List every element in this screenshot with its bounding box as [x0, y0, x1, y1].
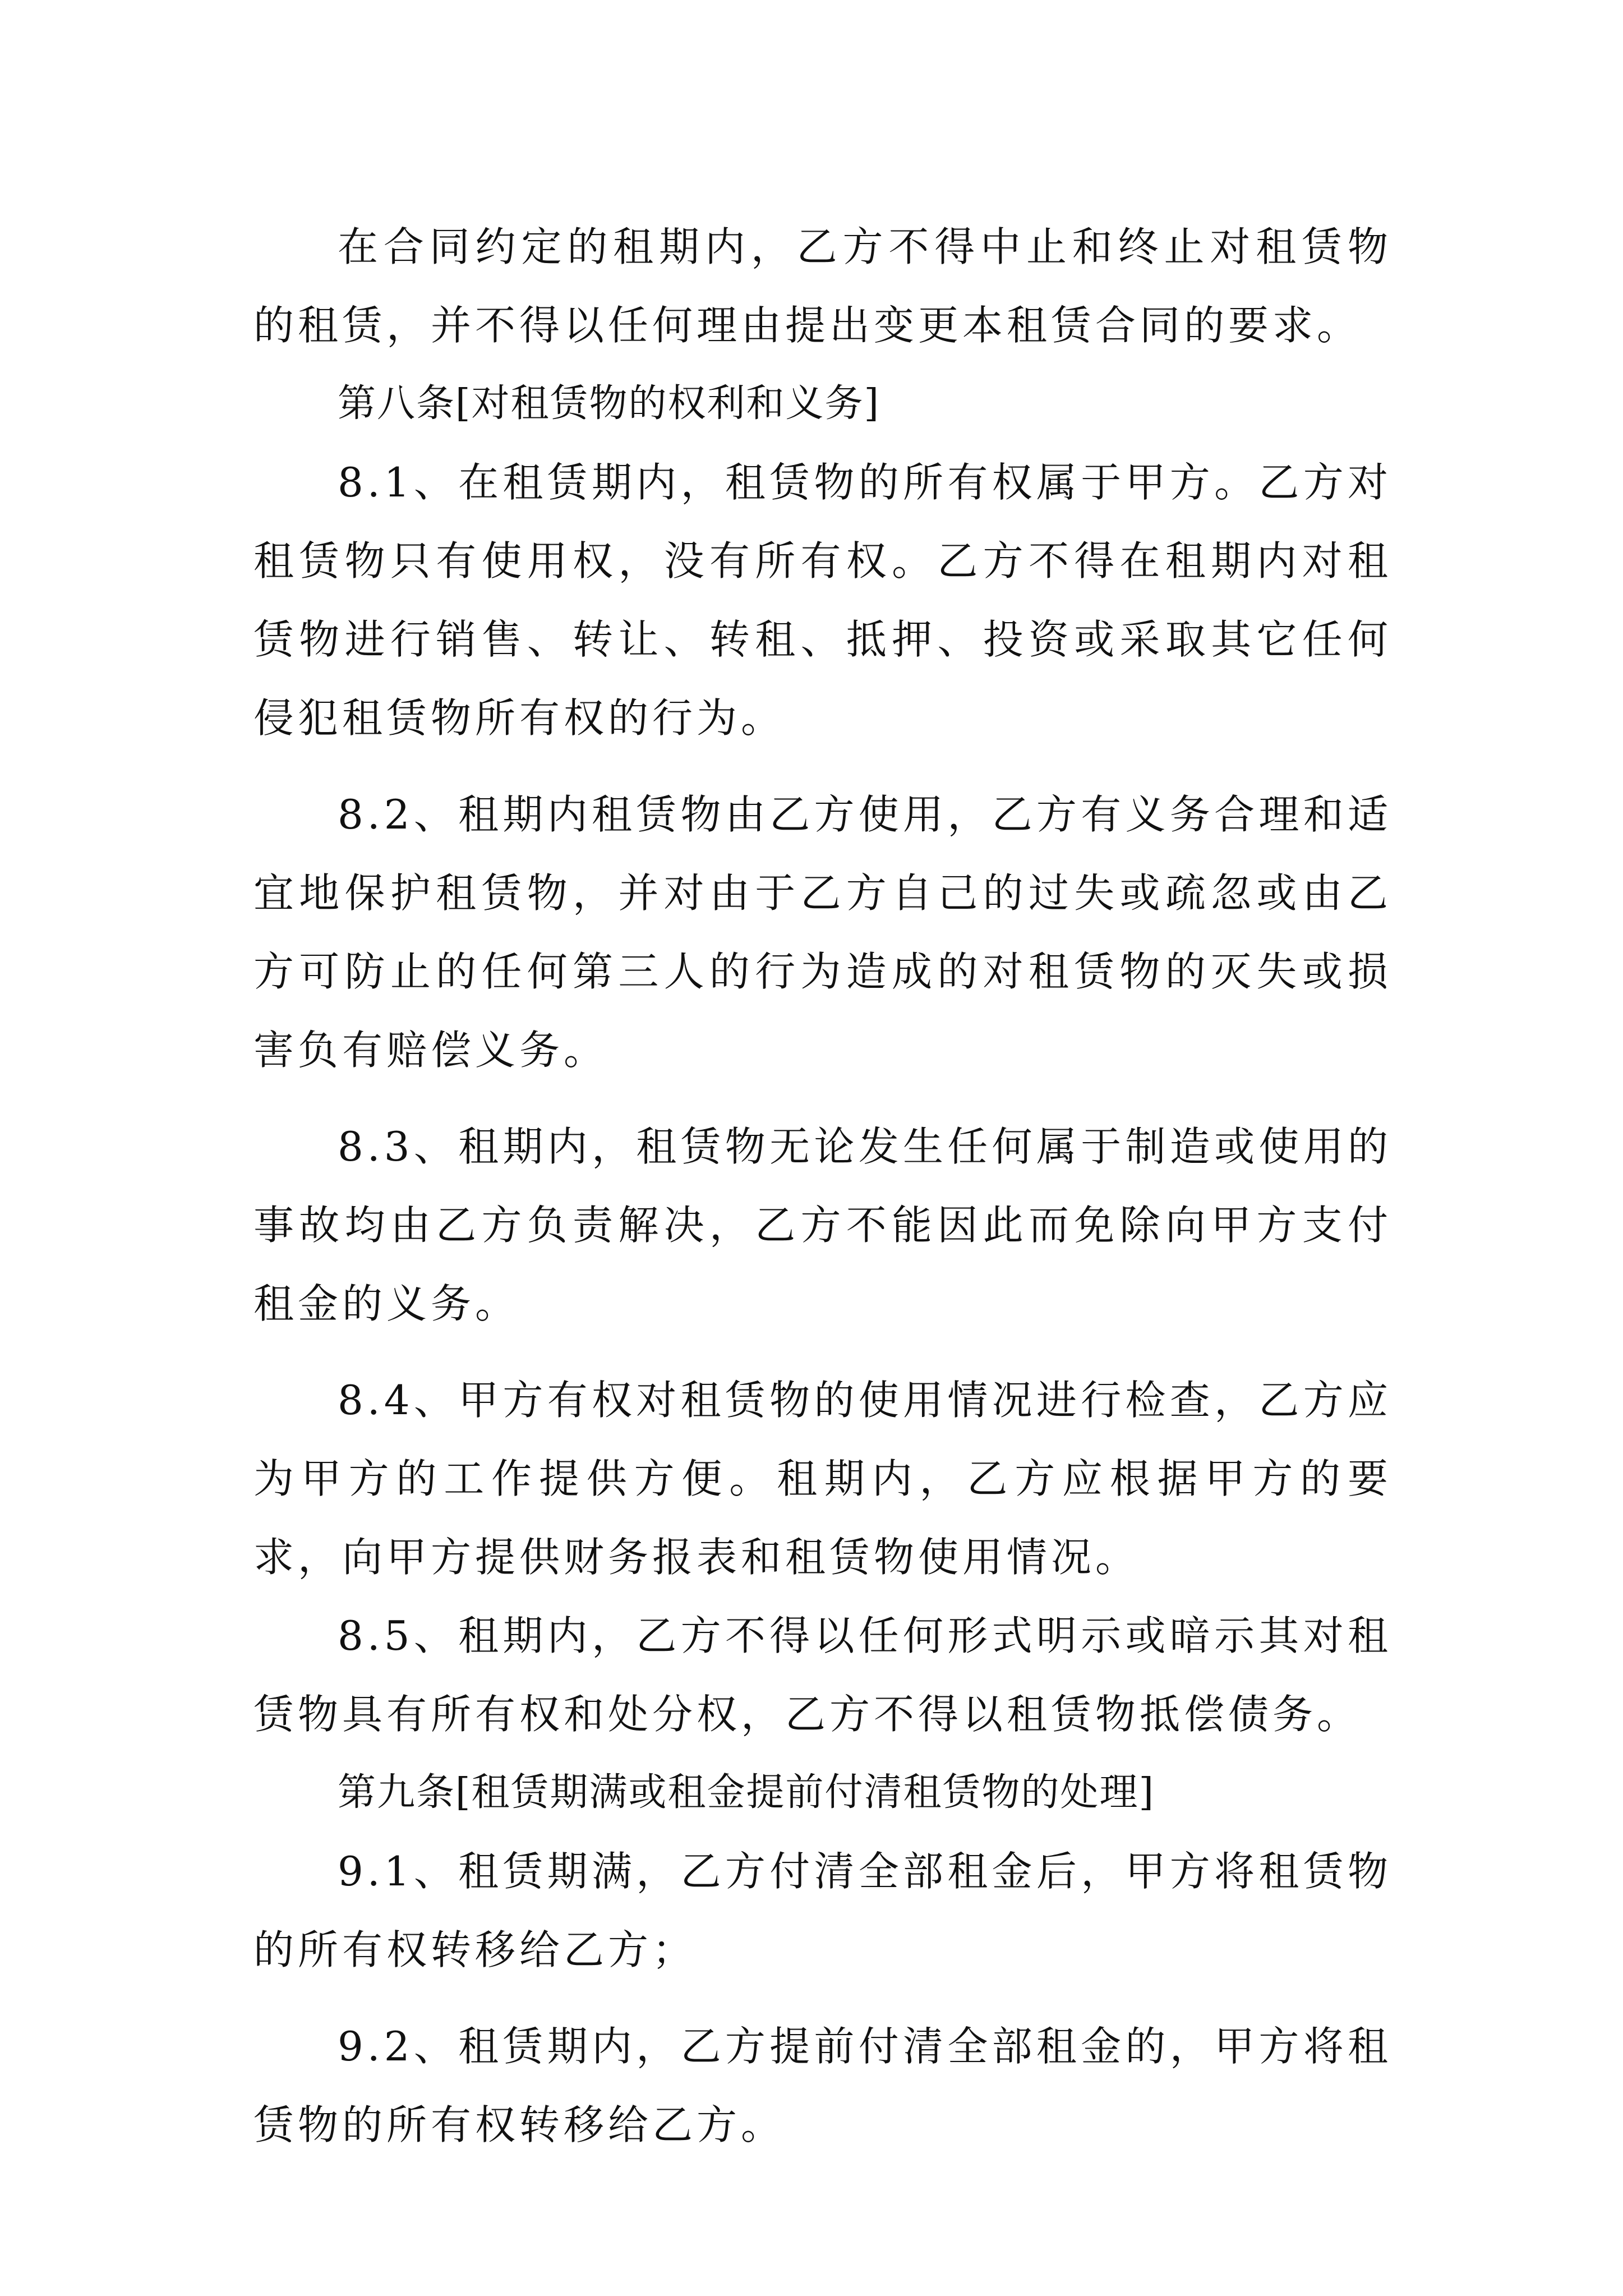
document-body — [253, 208, 1392, 2164]
heading-article-8: 第八条[对租赁物的权利和义务] — [338, 381, 880, 426]
paragraph-9-2: 9.2、租赁期内，乙方提前付清全部租金的，甲方将租赁物的所有权转移给乙方。 — [253, 2023, 1392, 2148]
paragraph-9-1: 9.1、租赁期满，乙方付清全部租金后，甲方将租赁物的所有权转移给乙方； — [253, 1848, 1392, 1973]
paragraph-lease-term-obligation: 在合同约定的租期内，乙方不得中止和终止对租赁物的租赁，并不得以任何理由提出变更本租赁合同的要求。 — [253, 223, 1392, 349]
paragraph-8-3: 8.3、租期内，租赁物无论发生任何属于制造或使用的事故均由乙方负责解决，乙方不能因此而免除向甲方支付租金的义务。 — [253, 1123, 1392, 1327]
paragraph-8-2: 8.2、租期内租赁物由乙方使用，乙方有义务合理和适宜地保护租赁物，并对由于乙方自己的过失或疏忽或由乙方可防止的任何第三人的行为造成的对租赁物的灭失或损害负有赔偿义务。 — [253, 791, 1392, 1074]
paragraph-8-5: 8.5、租期内，乙方不得以任何形式明示或暗示其对租赁物具有所有权和处分权，乙方不得以租赁物抵偿债务。 — [253, 1612, 1392, 1738]
heading-article-9: 第九条[租赁期满或租金提前付清租赁物的处理] — [338, 1770, 1155, 1815]
paragraph-8-1: 8.1、在租赁期内，租赁物的所有权属于甲方。乙方对租赁物只有使用权，没有所有权。乙方不得在租期内对租赁物进行销售、转让、转租、抵押、投资或采取其它任何侵犯租赁物所有权的行为。 — [253, 459, 1392, 742]
paragraph-8-4: 8.4、甲方有权对租赁物的使用情况进行检查，乙方应为甲方的工作提供方便。租期内，乙方应根据甲方的要求，向甲方提供财务报表和租赁物使用情况。 — [253, 1377, 1392, 1581]
